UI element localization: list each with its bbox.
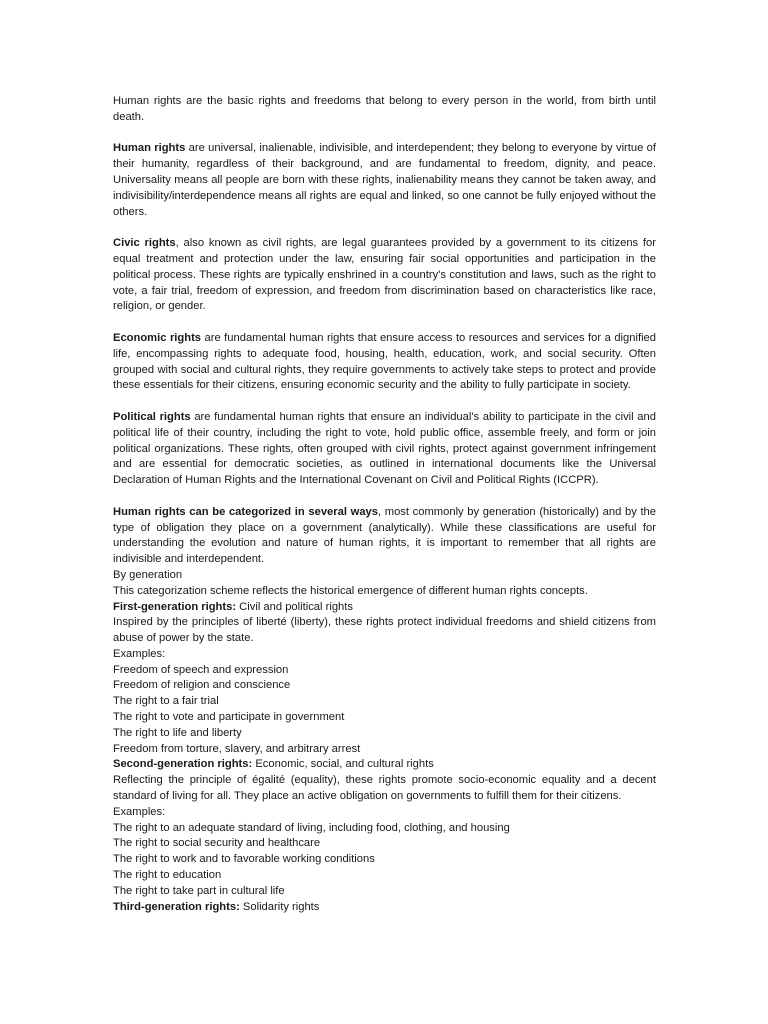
political-rights-paragraph: [113, 410, 656, 489]
human-rights-text: are universal, inalienable, indivisible, and interdependent; they belong to everyone by virtue of their humanity, regardless of their background, and are fundamental to freedom, dignity, and peace. Universality means all people are born with these rights, inalienability means they cannot be taken away, and indivisibility/interdependence means all rights are equal and linked, so one cannot be fully enjoyed without the others.: [113, 142, 656, 218]
term-human-rights: Human rights: [113, 142, 186, 155]
term-economic-rights: Economic rights: [113, 331, 202, 344]
list-item: Freedom of religion and conscience: [113, 679, 291, 692]
human-rights-paragraph: [113, 141, 656, 220]
list-item: Freedom from torture, slavery, and arbitrary arrest: [113, 742, 361, 755]
list-item: Freedom of speech and expression: [113, 663, 289, 676]
first-gen-heading: [113, 600, 656, 616]
list-item: The right to social security and healthcare: [113, 837, 321, 850]
second-gen-heading: [113, 757, 656, 773]
first-gen-subtitle: Civil and political rights: [236, 600, 353, 613]
political-rights-text: are fundamental human rights that ensure an individual's ability to participate in the civil and political life of their country, including the right to vote, hold public office, assemble freely, and form or join political organizations. These rights, often grouped with civil rights, protect against government infringement and are essential for democratic societies, as outlined in international documents like the Universal Declaration of Human Rights and the International Covenant on Civil and Political Rights (ICCPR).: [113, 410, 656, 487]
economic-rights-paragraph: [113, 331, 656, 394]
first-gen-label: First-generation rights:: [113, 600, 237, 613]
second-gen-subtitle: Economic, social, and cultural rights: [252, 758, 434, 771]
term-civic-rights: Civic rights: [113, 237, 176, 250]
list-item: The right to a fair trial: [113, 695, 219, 708]
third-gen-label: Third-generation rights:: [113, 900, 240, 913]
intro-paragraph: Human rights are the basic rights and freedoms that belong to every person in the world, from birth until death.: [113, 95, 656, 123]
list-item: The right to an adequate standard of living, including food, clothing, and housing: [113, 821, 510, 834]
economic-rights-text: are fundamental human rights that ensure access to resources and services for a dignified life, encompassing rights to adequate food, housing, health, education, work, and social security. Often grouped with social and cultural rights, they require governments to actively take steps to protect and provide these essentials for their citizens, ensuring economic security and the ability to fully participate in society.: [113, 331, 656, 392]
first-gen-description: Inspired by the principles of liberté (liberty), these rights protect individual freedoms and shield citizens from abuse of power by the state.: [113, 616, 656, 645]
second-gen-label: Second-generation rights:: [113, 758, 253, 771]
third-gen-subtitle: Solidarity rights: [239, 900, 320, 913]
list-item: The right to take part in cultural life: [113, 884, 285, 897]
term-political-rights: Political rights: [113, 410, 191, 423]
list-item: The right to education: [113, 869, 222, 882]
civic-rights-paragraph: [113, 236, 656, 315]
categorized-text: , most commonly by generation (historically) and by the type of obligation they place on a government (analytically). While these classifications are useful for understanding the evolution and nature of human rights, it is important to remember that all rights are indivisible and interdependent.: [113, 505, 656, 566]
list-item: The right to work and to favorable working conditions: [113, 853, 375, 866]
civic-rights-text: , also known as civil rights, are legal guarantees provided by a government to its citizens for equal treatment and protection under the law, ensuring fair social opportunities and participation in the political process. These rights are typically enshrined in a country's constitution and laws, such as the right to vote, a fair trial, freedom of expression, and freedom from discrimination based on characteristics like race, religion, or gender.: [113, 237, 656, 313]
second-gen-examples-label: Examples:: [113, 805, 166, 818]
by-generation-heading: By generation: [113, 568, 183, 581]
categorized-paragraph: [113, 505, 656, 568]
first-gen-examples-label: Examples:: [113, 647, 166, 660]
list-item: The right to vote and participate in government: [113, 711, 345, 724]
second-gen-description: Reflecting the principle of égalité (equality), these rights promote socio-economic equality and a decent standard of living for all. They place an active obligation on governments to fulfill them for their citizens.: [113, 774, 656, 803]
third-gen-heading: [113, 900, 656, 916]
list-item: The right to life and liberty: [113, 726, 242, 739]
term-categorized: Human rights can be categorized in several ways: [113, 505, 378, 518]
by-generation-description: This categorization scheme reflects the historical emergence of different human rights concepts.: [113, 584, 588, 597]
